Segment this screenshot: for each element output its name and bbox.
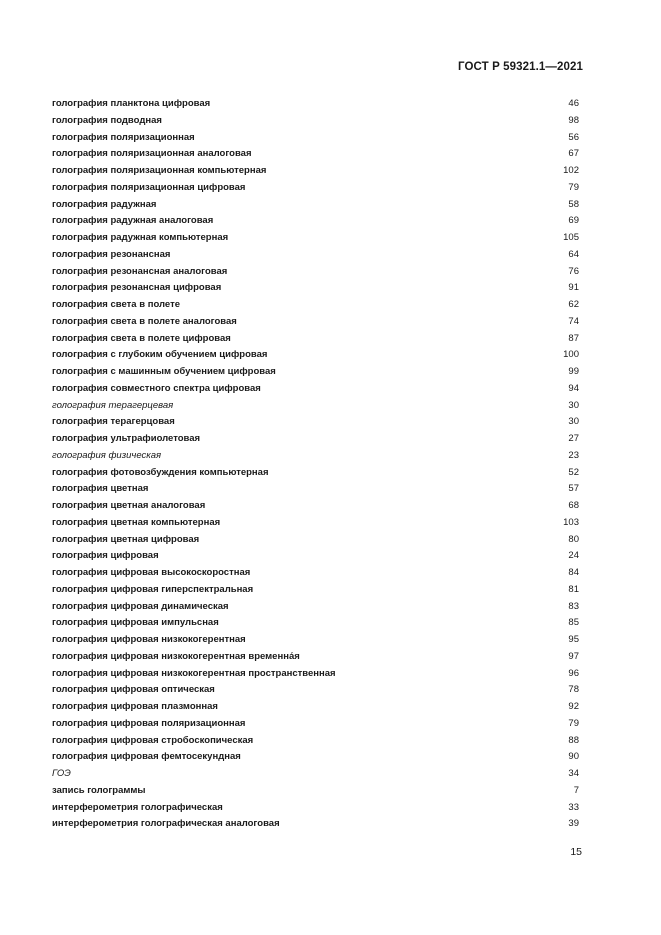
index-page-ref: 30 bbox=[568, 399, 579, 411]
index-entry bbox=[52, 96, 579, 113]
index-page-ref: 94 bbox=[568, 382, 579, 394]
index-page-ref: 88 bbox=[568, 734, 579, 746]
index-entry bbox=[52, 582, 579, 599]
index-page-ref: 52 bbox=[568, 466, 579, 478]
index-term: запись голограммы bbox=[52, 784, 146, 796]
index-term: интерферометрия голографическая bbox=[52, 801, 223, 813]
index-page-ref: 39 bbox=[568, 818, 579, 830]
index-entry bbox=[52, 615, 579, 632]
index-page-ref: 79 bbox=[568, 717, 579, 729]
index-term: голография цифровая низкокогерентная временна́я bbox=[52, 650, 300, 662]
index-page-ref: 33 bbox=[568, 801, 579, 813]
index-term: голография поляризационная цифровая bbox=[52, 181, 246, 193]
index-page-ref: 58 bbox=[568, 198, 579, 210]
index-page-ref: 30 bbox=[568, 416, 579, 428]
index-term: голография цифровая низкокогерентная bbox=[52, 634, 246, 645]
index-entry bbox=[52, 465, 579, 482]
index-term: голография цифровая низкокогерентная пространственная bbox=[52, 667, 336, 679]
index-page-ref: 23 bbox=[568, 449, 579, 461]
index-term: голография радужная bbox=[52, 198, 157, 210]
index-entry bbox=[52, 783, 579, 800]
alphabetical-index bbox=[52, 96, 579, 833]
index-term: голография цифровая оптическая bbox=[52, 684, 215, 696]
index-term: голография с машинным обучением цифровая bbox=[52, 366, 276, 377]
index-entry bbox=[52, 381, 579, 398]
index-entry bbox=[52, 448, 579, 465]
index-term: голография цветная аналоговая bbox=[52, 500, 206, 511]
index-term: голография цифровая динамическая bbox=[52, 600, 229, 612]
index-entry bbox=[52, 264, 579, 281]
index-entry bbox=[52, 682, 579, 699]
index-entry bbox=[52, 565, 579, 582]
index-page-ref: 91 bbox=[568, 282, 579, 294]
index-entry bbox=[52, 163, 579, 180]
index-entry bbox=[52, 130, 579, 147]
index-entry bbox=[52, 197, 579, 214]
index-page-ref: 92 bbox=[568, 701, 579, 712]
index-term: голография ультрафиолетовая bbox=[52, 433, 201, 444]
index-page-ref: 81 bbox=[568, 583, 579, 595]
index-page-ref: 98 bbox=[568, 114, 579, 126]
index-term: голография резонансная цифровая bbox=[52, 282, 222, 294]
index-term: голография с глубоким обучением цифровая bbox=[52, 349, 268, 361]
index-page-ref: 74 bbox=[568, 315, 579, 327]
index-page-ref: 79 bbox=[568, 181, 579, 193]
page-number: 15 bbox=[570, 846, 582, 858]
index-entry bbox=[52, 398, 579, 415]
index-page-ref: 57 bbox=[568, 483, 579, 495]
index-term: голография цифровая импульсная bbox=[52, 617, 219, 629]
index-term: голография цифровая стробоскопическая bbox=[52, 734, 254, 746]
index-page-ref: 100 bbox=[563, 349, 579, 361]
index-page-ref: 97 bbox=[568, 650, 579, 662]
index-entry bbox=[52, 481, 579, 498]
index-term: голография света в полете bbox=[52, 299, 181, 310]
index-term: голография совместного спектра цифровая bbox=[52, 382, 261, 394]
index-entry bbox=[52, 749, 579, 766]
index-entry bbox=[52, 649, 579, 666]
index-entry bbox=[52, 632, 579, 649]
index-page-ref: 68 bbox=[568, 500, 579, 511]
index-page-ref: 95 bbox=[568, 634, 579, 645]
index-entry bbox=[52, 146, 579, 163]
index-entry bbox=[52, 280, 579, 297]
index-page-ref: 85 bbox=[568, 617, 579, 629]
index-page-ref: 69 bbox=[568, 215, 579, 227]
index-entry bbox=[52, 515, 579, 532]
index-entry bbox=[52, 113, 579, 130]
index-entry bbox=[52, 230, 579, 247]
index-page-ref: 96 bbox=[568, 667, 579, 679]
index-entry bbox=[52, 766, 579, 783]
index-term: голография цифровая фемтосекундная bbox=[52, 751, 241, 763]
index-entry bbox=[52, 297, 579, 314]
index-term: голография поляризационная аналоговая bbox=[52, 148, 252, 160]
index-term: голография цифровая bbox=[52, 550, 159, 562]
index-term: голография фотовозбуждения компьютерная bbox=[52, 466, 269, 478]
index-entry bbox=[52, 347, 579, 364]
index-entry bbox=[52, 733, 579, 750]
index-term: голография терагерцевая bbox=[52, 399, 174, 411]
index-entry bbox=[52, 213, 579, 230]
index-term: голография подводная bbox=[52, 114, 162, 126]
index-entry bbox=[52, 414, 579, 431]
index-page-ref: 99 bbox=[568, 366, 579, 377]
index-term: голография радужная аналоговая bbox=[52, 215, 214, 227]
index-entry bbox=[52, 800, 579, 817]
index-page-ref: 83 bbox=[568, 600, 579, 612]
index-page-ref: 34 bbox=[568, 768, 579, 779]
index-term: голография света в полете цифровая bbox=[52, 332, 231, 344]
index-entry bbox=[52, 666, 579, 683]
index-term: голография цифровая поляризационная bbox=[52, 717, 246, 729]
index-entry bbox=[52, 331, 579, 348]
index-entry bbox=[52, 498, 579, 515]
index-page-ref: 105 bbox=[563, 232, 579, 243]
index-term: голография поляризационная bbox=[52, 131, 195, 143]
index-page-ref: 27 bbox=[568, 433, 579, 444]
index-term: ГОЭ bbox=[52, 768, 71, 779]
index-entry bbox=[52, 599, 579, 616]
index-term: голография цифровая гиперспектральная bbox=[52, 583, 254, 595]
index-entry bbox=[52, 816, 579, 833]
index-term: голография физическая bbox=[52, 449, 162, 461]
index-page-ref: 90 bbox=[568, 751, 579, 763]
index-term: голография цветная компьютерная bbox=[52, 516, 221, 528]
index-term: голография терагерцовая bbox=[52, 416, 175, 428]
index-term: голография поляризационная компьютерная bbox=[52, 165, 267, 176]
index-entry bbox=[52, 364, 579, 381]
index-page-ref: 103 bbox=[563, 516, 579, 528]
index-page-ref: 102 bbox=[563, 165, 579, 176]
index-term: голография света в полете аналоговая bbox=[52, 315, 237, 327]
index-entry bbox=[52, 548, 579, 565]
index-page-ref: 78 bbox=[568, 684, 579, 696]
index-entry bbox=[52, 699, 579, 716]
index-page-ref: 87 bbox=[568, 332, 579, 344]
index-term: голография резонансная аналоговая bbox=[52, 265, 228, 277]
index-term: голография цифровая высокоскоростная bbox=[52, 567, 251, 578]
index-entry bbox=[52, 180, 579, 197]
index-term: голография резонансная bbox=[52, 248, 171, 260]
index-page-ref: 84 bbox=[568, 567, 579, 578]
index-term: голография цветная bbox=[52, 483, 149, 495]
index-entry bbox=[52, 716, 579, 733]
index-page-ref: 46 bbox=[568, 98, 579, 109]
index-entry bbox=[52, 532, 579, 549]
document-header: ГОСТ Р 59321.1—2021 bbox=[458, 61, 583, 73]
index-entry bbox=[52, 314, 579, 331]
index-term: голография цветная цифровая bbox=[52, 533, 200, 545]
index-page-ref: 62 bbox=[568, 299, 579, 310]
index-term: голография цифровая плазмонная bbox=[52, 701, 218, 712]
index-page-ref: 24 bbox=[568, 550, 579, 562]
index-page-ref: 67 bbox=[568, 148, 579, 160]
index-page-ref: 56 bbox=[568, 131, 579, 143]
index-entry bbox=[52, 431, 579, 448]
index-term: голография планктона цифровая bbox=[52, 98, 211, 109]
index-page-ref: 80 bbox=[568, 533, 579, 545]
index-page-ref: 64 bbox=[568, 248, 579, 260]
index-term: интерферометрия голографическая аналоговая bbox=[52, 818, 280, 830]
index-page-ref: 7 bbox=[573, 784, 579, 796]
index-entry bbox=[52, 247, 579, 264]
index-term: голография радужная компьютерная bbox=[52, 232, 229, 243]
index-page-ref: 76 bbox=[568, 265, 579, 277]
